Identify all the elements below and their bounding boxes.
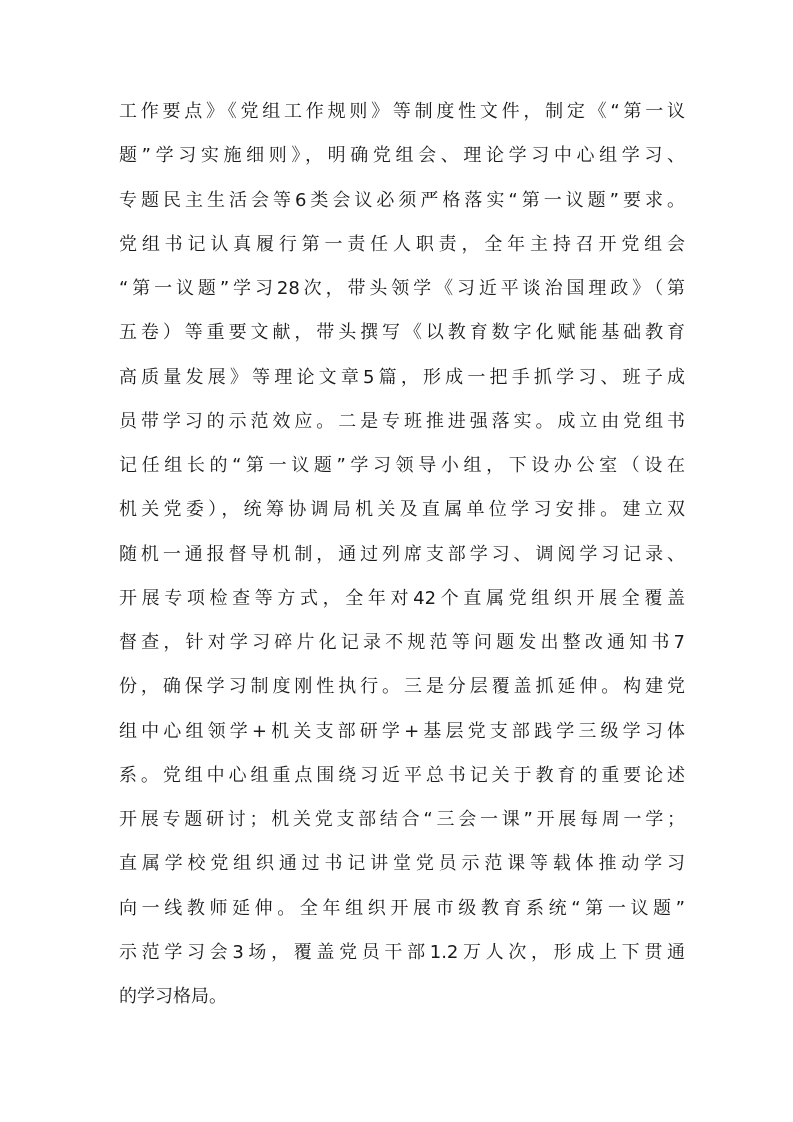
paragraph-line: 员带学习的示范效应。二是专班推进强落实。成立由党组书 bbox=[119, 411, 685, 432]
paragraph-line: 系。党组中心组重点围绕习近平总书记关于教育的重要论述 bbox=[119, 765, 685, 786]
paragraph-line: 组中心组领学+机关支部研学+基层党支部践学三级学习体 bbox=[119, 721, 685, 742]
paragraph-line: 向一线教师延伸。全年组织开展市级教育系统“第一议题” bbox=[119, 898, 685, 919]
paragraph-line: 高质量发展》等理论文章5篇，形成一把手抓学习、班子成 bbox=[119, 367, 685, 388]
paragraph-line: 督查，针对学习碎片化记录不规范等问题发出整改通知书7 bbox=[119, 632, 685, 653]
paragraph-line: 份，确保学习制度刚性执行。三是分层覆盖抓延伸。构建党 bbox=[119, 676, 685, 697]
paragraph-line: “第一议题”学习28次，带头领学《习近平谈治国理政》（第 bbox=[119, 278, 685, 299]
paragraph-line: 五卷）等重要文献，带头撰写《以教育数字化赋能基础教育 bbox=[119, 322, 685, 343]
paragraph-line: 示范学习会3场，覆盖党员干部1.2万人次，形成上下贯通 bbox=[119, 942, 685, 963]
paragraph-line: 工作要点》《党组工作规则》等制度性文件，制定《“第一议 bbox=[119, 101, 685, 122]
paragraph-line: 党组书记认真履行第一责任人职责，全年主持召开党组会 bbox=[119, 234, 685, 255]
paragraph-line: 开展专项检查等方式，全年对42个直属党组织开展全覆盖 bbox=[119, 588, 685, 609]
paragraph-line: 机关党委），统筹协调局机关及直属单位学习安排。建立双 bbox=[119, 499, 685, 520]
paragraph-line: 直属学校党组织通过书记讲堂党员示范课等载体推动学习 bbox=[119, 853, 685, 874]
paragraph-line: 记任组长的“第一议题”学习领导小组，下设办公室（设在 bbox=[119, 455, 685, 476]
paragraph-line: 随机一通报督导机制，通过列席支部学习、调阅学习记录、 bbox=[119, 544, 685, 565]
paragraph-line: 开展专题研讨；机关党支部结合“三会一课”开展每周一学； bbox=[119, 809, 685, 830]
paragraph-line: 专题民主生活会等6类会议必须严格落实“第一议题”要求。 bbox=[119, 190, 685, 211]
paragraph-line: 题”学习实施细则》，明确党组会、理论学习中心组学习、 bbox=[119, 145, 685, 166]
paragraph-line: 的学习格局。 bbox=[119, 986, 227, 1007]
